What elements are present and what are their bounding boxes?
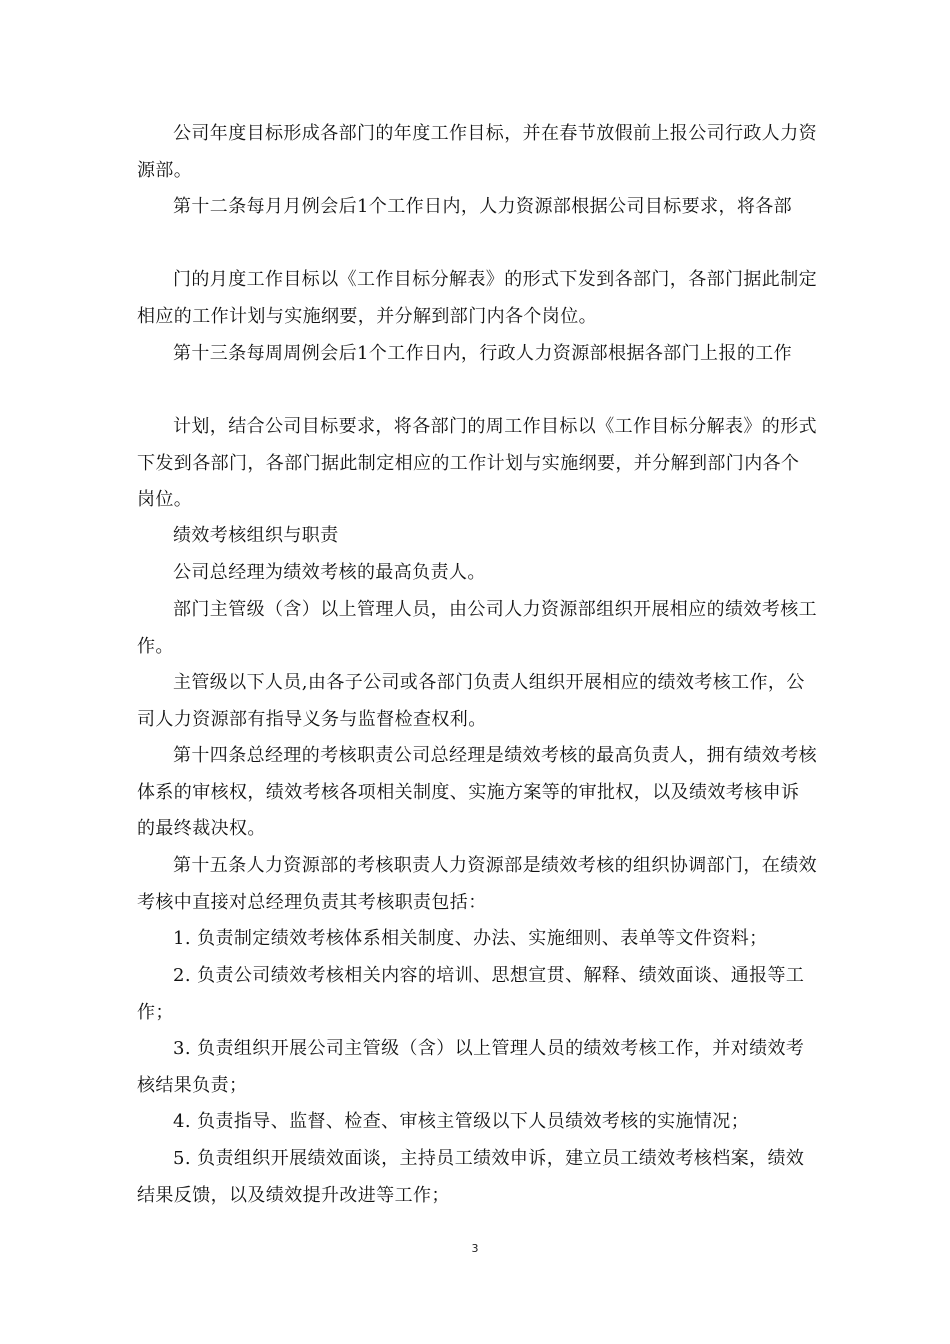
list-item-5: 5. 负责组织开展绩效面谈，主持员工绩效申诉，建立员工绩效考核档案，绩效结果反馈，以及绩效提升改进等工作； bbox=[137, 1148, 805, 1206]
paragraph-6: 公司总经理为绩效考核的最高负责人。 bbox=[173, 562, 486, 583]
list-item-4: 4. 负责指导、监督、检查、审核主管级以下人员绩效考核的实施情况； bbox=[173, 1111, 750, 1132]
paragraph-10: 第十五条人力资源部的考核职责人力资源部是绩效考核的组织协调部门，在绩效考核中直接对总经理负责其考核职责包括： bbox=[137, 855, 817, 913]
list-item-2: 2. 负责公司绩效考核相关内容的培训、思想宣贯、解释、绩效面谈、通报等工作； bbox=[137, 965, 805, 1023]
paragraph-4: 第十三条每周周例会后1个工作日内，行政人力资源部根据各部门上报的工作 bbox=[173, 343, 793, 364]
paragraph-1: 公司年度目标形成各部门的年度工作目标，并在春节放假前上报公司行政人力资源部。 bbox=[137, 123, 817, 181]
list-item-3: 3. 负责组织开展公司主管级（含）以上管理人员的绩效考核工作，并对绩效考核结果负责； bbox=[137, 1038, 805, 1096]
section-heading: 绩效考核组织与职责 bbox=[173, 525, 339, 546]
paragraph-5: 计划，结合公司目标要求，将各部门的周工作目标以《工作目标分解表》的形式下发到各部门，各部门据此制定相应的工作计划与实施纲要，并分解到部门内各个岗位。 bbox=[137, 416, 817, 510]
paragraph-2: 第十二条每月月例会后1个工作日内，人力资源部根据公司目标要求，将各部 bbox=[173, 196, 793, 217]
paragraph-3: 门的月度工作目标以《工作目标分解表》的形式下发到各部门，各部门据此制定相应的工作计划与实施纲要，并分解到部门内各个岗位。 bbox=[137, 269, 817, 327]
list-item-1: 1. 负责制定绩效考核体系相关制度、办法、实施细则、表单等文件资料； bbox=[173, 928, 768, 949]
page-number: 3 bbox=[471, 1242, 479, 1255]
paragraph-8: 主管级以下人员,由各子公司或各部门负责人组织开展相应的绩效考核工作，公司人力资源部有指导义务与监督检查权利。 bbox=[137, 672, 805, 730]
paragraph-7: 部门主管级（含）以上管理人员，由公司人力资源部组织开展相应的绩效考核工作。 bbox=[137, 599, 817, 657]
paragraph-9: 第十四条总经理的考核职责公司总经理是绩效考核的最高负责人，拥有绩效考核体系的审核权，绩效考核各项相关制度、实施方案等的审批权，以及绩效考核申诉的最终裁决权。 bbox=[137, 745, 817, 839]
